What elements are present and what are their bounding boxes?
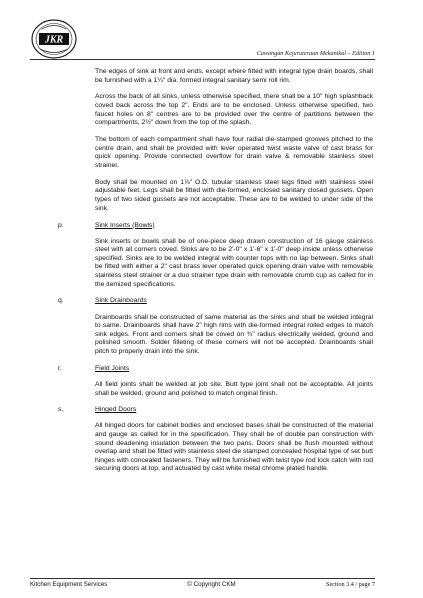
- section-heading: [58, 297, 373, 306]
- section-heading: [58, 406, 373, 415]
- logo-text: JKR: [44, 34, 64, 46]
- footer-copyright: © Copyright CKM: [187, 581, 236, 588]
- paragraph: The bottom of each compartment shall have four radial die-stamped grooves pitched to the centre drain, and shall be provided with lever operated twist waste valve of cast brass for quick opening. Provide connected overflow for drain valve & removable stainless steel strainer.: [95, 136, 373, 169]
- footer-page-number: Section 3.4 / page 7: [326, 581, 375, 588]
- section-text: Sink inserts or bowls shall be of one-piece deep drawn construction of 16 gauge stainless steel with all corners coved. Sinks are to be 2'-0" x 1'-6" x 1'-0" deep inside unless otherwise specified. Sinks are to be welded integral with counter tops with no lap between. Sinks shall be fitted with either a 2" cast brass lever operated quick opening drain valve with removable stainless steel strainer or a duo strainer type drain with removable crumb cup as called for in the itemized specifications.: [95, 237, 373, 288]
- section-title: Sink Inserts (Bowls): [95, 221, 155, 229]
- section-letter: r.: [58, 364, 62, 372]
- paragraph: The edges of sink at front and ends, except where fitted with integral type drain boards, shall be furnished with a 1¼" dia. formed integral sanitary semi roll rim.: [95, 68, 373, 84]
- footer-divider: [30, 578, 375, 579]
- section-letter: q.: [58, 297, 64, 305]
- section-heading: [58, 364, 373, 374]
- paragraph: Body shall be mounted on 1⅞" O.D. tubular stainless steel legs fitted with stainless steel adjustable feet. Legs shall be fitted with die-formed, enclosed sanitary closed gussets. Open types of two sided gussets are not acceptable. These are to be welded to under side of the sink.: [95, 178, 373, 212]
- section-title: Hinged Doors: [95, 406, 137, 414]
- section-text: All field joints shall be welded at job site. Butt type joint shall not be acceptable. All joints shall be welded, ground and polished to match original finish.: [95, 380, 373, 397]
- section-title: Sink Drainboards: [95, 297, 147, 305]
- section-heading: [58, 221, 373, 231]
- header-divider: [30, 59, 375, 60]
- section-letter: s.: [58, 406, 64, 414]
- section-letter: p.: [58, 221, 64, 229]
- document-body: [58, 68, 373, 482]
- section-text: All hinged doors for cabinet bodies and enclosed bases shall be constructed of the material and gauge as called for in the specification. They shall be of double pan construction with sound deadening insulation between the two pans. Doors shall be flush mounted without overlap and shall be fitted with stainless steel die stamped concealed hospital type of set butt hinges with concealed fasteners. They will be furnished with twist type rod lock catch with rod securing doors at top, and actuated by cast white metal chrome plated handle.: [95, 422, 373, 473]
- paragraph: Across the back of all sinks, unless otherwise specified, there shall be a 10" high splashback coved back across the top 2". Ends are to be enclosed. Unless otherwise specified, two faucet holes on 8" centres are to be provided over the centre of partitions between the compartments, 2½" down from the top of the splash.: [95, 93, 373, 127]
- page-header-title: Cawangan Kejuruteraan Mekanikal – Edition 1: [256, 50, 375, 57]
- footer-left: Kitchen Equipment Services: [30, 581, 108, 588]
- section-title: Field Joints: [95, 364, 130, 372]
- jkr-logo: [30, 18, 78, 60]
- section-text: Drainboards shall be constructed of same material as the sinks and shall be welded integral to same. Drainboards shall have 2" high rims with die-formed integral rolled edges to match sink edges. Front and corners shall be coved on ¾" radius electrically welded, ground and polished smooth. Solder filleting of these corners will not be accepted. Drainboards shall pitch to properly drain into the sink.: [95, 313, 373, 355]
